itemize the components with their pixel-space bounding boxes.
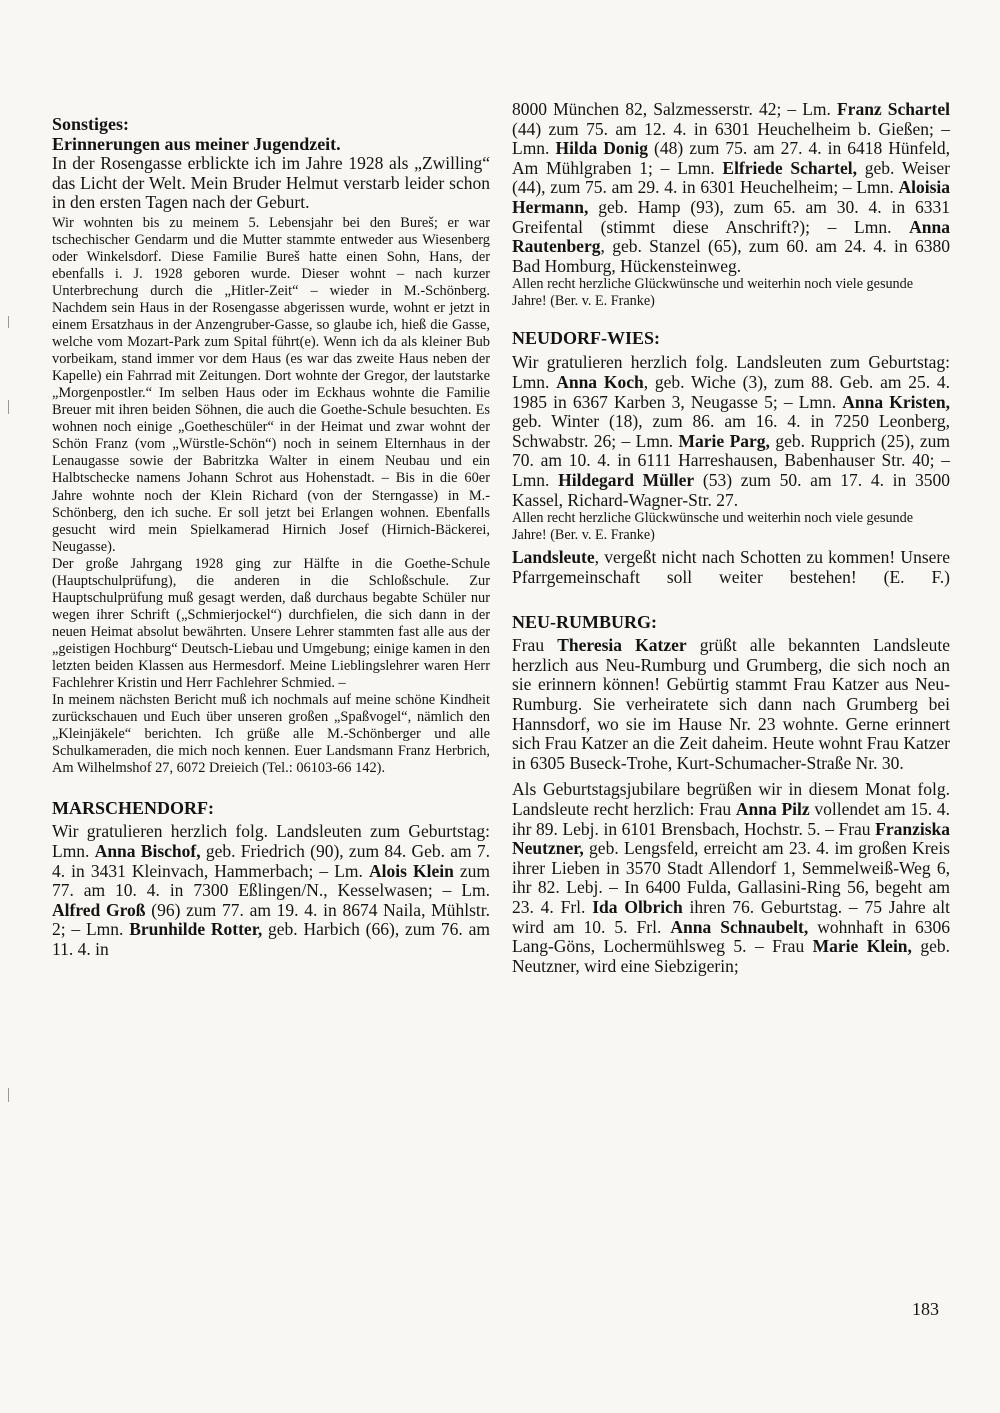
person-name: Alois Klein	[368, 860, 454, 881]
section-paragraph: Wir gratulieren herzlich folg. Landsleuten zum Geburtstag: Lmn. Anna Bischof, geb. Friedrich (90), zum 84. Geb. am 7. 4. in 3431 Kleinvach, Hammerbach; – Lm. Alois Klein zum 77. am 10. 4. in 7300 Eßlingen/N., Kesselwasen; – Lm. Alfred Groß (96) zum 77. am 19. 4. in 8674 Naila, Mühlstr. 2; – Lmn. Brunhilde Rotter, geb. Harbich (66), zum 76. am 11. 4. in	[52, 821, 490, 959]
section-paragraph: 8000 München 82, Salzmesserstr. 42; – Lm. Franz Schartel (44) zum 75. am 12. 4. in 6301 Heuchelheim b. Gießen; – Lmn. Hilda Donig (48) zum 75. am 27. 4. in 6418 Hünfeld, Am Mühlgraben 1; – Lmn. Elfriede Schartel, geb. Weiser (44), zum 75. am 29. 4. in 6301 Heuchelheim; – Lmn. Aloisia Hermann, geb. Hamp (93), zum 65. am 30. 4. in 6331 Greifental (stimmt diese Anschrift?); – Lmn. Anna Rautenberg, geb. Stanzel (65), zum 60. am 24. 4. in 6380 Bad Homburg, Hückensteinweg.	[512, 99, 951, 276]
article-paragraph: Wir wohnten bis zu meinem 5. Lebensjahr bei den Bureš; er war tschechischer Gendarm und die Mutter stammte entweder aus Wiesenberg oder Winkelsdorf. Diese Familie Bureš hatte einen Sohn, Hans, der ebenfalls i. J. 1928 geboren wurde. Dieser wohnt – nach kurzer Unterbrechung durch die „Hitler-Zeit“ – wieder in M.-Schönberg. Nachdem sein Haus in der Rosengasse abgerissen wurde, wohnt er jetzt in einem Ersatzhaus in der Anzengruber-Gasse, so glaube ich, hieß die Gasse, welche vom Mozart-Park zum Spital führt(e). Wenn ich da als kleiner Bub vorbeikam, stand immer vor dem Haus (es war das zweite Haus neben der Kapelle) ein Fahrrad mit Zeitungen. Dort wohnte der Gregor, der lautstarke „Morgenpostler.“ Im selben Haus oder im Eckhaus wohnte die Familie Breuer mit ihren beiden Söhnen, die auch die Goethe-Schule besuchten. Es wohnen noch einige „Goetheschüler“ in der Heimat und zwar wohnt der Schön Franz (vom „Würstle-Schön“) noch in seinem Elternhaus in der Lenaugasse sowie der Babritzka Walter in einem Neubau und ein Halbtschecke namens Johann Schrot aus Hohenstadt. – Bis in die 60er Jahre wohnte noch der Klein Richard (von der Sterngasse) in M.-Schönberg, den ich suche. Er soll jetzt bei Erlangen wohnen. Ebenfalls gesucht wird mein Spielkamerad Hirnich Josef (Hirnich-Bäckerei, Neugasse).	[52, 214, 490, 555]
person-name: Anna Kristen,	[842, 391, 951, 412]
person-name: Franz Schartel	[836, 99, 950, 119]
article-paragraph: Der große Jahrgang 1928 ging zur Hälfte in die Goethe-Schule (Hauptschulprüfung), die anderen in die Schloßschule. Zur Hauptschulprüfung muß gesagt werden, daß durchaus begabte Schüler nur wegen ihrer Schrift („Schmierjockel“) durchfielen, die sich dann in der neuen Heimat absolut bewährten. Unsere Lehrer stammten fast alle aus der „geistigen Hochburg“ Deutsch-Liebau und Umgebung; einige kamen in den letzten beiden Klassen aus Hermesdorf. Meine Lieblingslehrer waren Herr Fachlehrer Kristin und Herr Fachlehrer Schmied. –	[52, 555, 490, 692]
person-name: Theresia Katzer	[557, 635, 687, 656]
section-paragraph: Wir gratulieren herzlich folg. Landsleuten zum Geburtstag: Lmn. Anna Koch, geb. Wiche (3), zum 88. Geb. am 25. 4. 1985 in 6367 Karben 3, Neugasse 5; – Lmn. Anna Kristen, geb. Winter (18), zum 86. am 16. 4. in 7250 Leonberg, Schwabstr. 26; – Lmn. Marie Parg, geb. Rupprich (25), zum 70. am 10. 4. in 6111 Harreshausen, Babenhauser Str. 40; – Lmn. Hildegard Müller (53) zum 50. am 17. 4. in 3500 Kassel, Richard-Wagner-Str. 27.	[512, 352, 951, 510]
section-paragraph: Als Geburtstagsjubilare begrüßen wir in diesem Monat folg. Landsleute recht herzlich: Frau Anna Pilz vollendet am 15. 4. ihr 89. Lebj. in 6101 Brensbach, Hochstr. 5. – Frau Franziska Neutzner, geb. Lengsfeld, erreicht am 23. 4. im großen Kreis ihrer Lieben in 3570 Stadt Allendorf 1, Semmelweiß-Weg 6, ihr 82. Lebj. – In 6400 Fulda, Gallasini-Ring 56, begeht am 23. 4. Frl. Ida Olbrich ihren 76. Geburtstag. – 75 Jahre alt wird am 10. 5. Frl. Anna Schnaubelt, wohnhaft in 6306 Lang-Göns, Lochermühlsweg 5. – Frau Marie Klein, geb. Neutzner, wird eine Siebzigerin;	[512, 779, 950, 976]
section-heading-sonstiges: Sonstiges:	[52, 114, 130, 134]
right-column	[512, 100, 950, 976]
person-name: Marie Klein,	[812, 936, 912, 957]
person-name: Hildegard Müller	[558, 469, 695, 490]
person-name: Anna Rautenberg	[512, 216, 950, 257]
section-heading-marschendorf: MARSCHENDORF:	[52, 798, 214, 819]
person-name: Aloisia Hermann,	[512, 177, 950, 217]
wishes-note: Allen recht herzliche Glückwünsche und weiterhin noch viele gesunde Jahre! (Ber. v. E. Franke)	[512, 510, 914, 544]
left-column	[52, 100, 490, 959]
person-name: Anna Schnaubelt,	[670, 916, 809, 937]
wishes-note: Allen recht herzliche Glückwünsche und weiterhin noch viele gesunde Jahre! (Ber. v. E. Franke)	[512, 276, 914, 310]
landsleute-notice: Landsleute, vergeßt nicht nach Schotten zu kommen! Unsere Pfarrgemeinschaft soll weiter bestehen! (E. F.)	[512, 547, 950, 587]
page-number: 183	[912, 1299, 939, 1319]
article-intro: In der Rosengasse erblickte ich im Jahre 1928 als „Zwilling“ das Licht der Welt. Mein Bruder Helmut verstarb leider schon in den ersten Tagen nach der Geburt.	[52, 153, 490, 213]
section-heading-neudorf-wies: NEUDORF-WIES:	[512, 328, 661, 349]
person-name: Anna Bischof,	[94, 840, 201, 861]
person-name: Anna Koch	[556, 371, 644, 392]
signature: (E. F.)	[883, 566, 950, 587]
article-paragraph: In meinem nächsten Bericht muß ich nochmals auf meine schöne Kindheit zurückschauen und Euch über unseren großen „Spaßvogel“, nämlich den „Kleinjäkele“ berichten. Ich grüße alle M.-Schönberger und alle Schulkameraden, die mich noch kennen. Euer Landsmann Franz Herbrich, Am Wilhelmshof 27, 6072 Dreieich (Tel.: 06103-66 142).	[52, 692, 490, 777]
person-name: Alfred Groß	[52, 899, 146, 920]
article-title: Erinnerungen aus meiner Jugendzeit.	[52, 134, 341, 154]
person-name: Franziska Neutzner,	[512, 818, 950, 859]
section-heading-neu-rumburg: NEU-RUMBURG:	[512, 612, 657, 633]
person-name: Marie Parg,	[678, 430, 770, 451]
margin-mark	[8, 316, 9, 328]
person-name: Hilda Donig	[555, 138, 649, 159]
margin-mark	[8, 1088, 9, 1102]
section-paragraph: Frau Theresia Katzer grüßt alle bekannten Landsleute herzlich aus Neu-Rumburg und Grumberg, die sich noch an sie erinnern können! Gebürtig stammt Frau Katzer aus Neu-Rumburg. Sie verheiratete sich dann nach Grumberg bei Hannsdorf, wo sie im Hause Nr. 23 wohnte. Gerne erinnert sich Frau Katzer an die Zeit daheim. Heute wohnt Frau Katzer in 6305 Buseck-Trohe, Kurt-Schumacher-Straße Nr. 30.	[512, 635, 951, 773]
person-name: Brunhilde Rotter,	[129, 919, 263, 940]
person-name: Ida Olbrich	[592, 897, 683, 917]
person-name: Anna Pilz	[735, 799, 810, 820]
person-name: Elfriede Schartel,	[722, 157, 857, 178]
margin-mark	[8, 400, 9, 414]
